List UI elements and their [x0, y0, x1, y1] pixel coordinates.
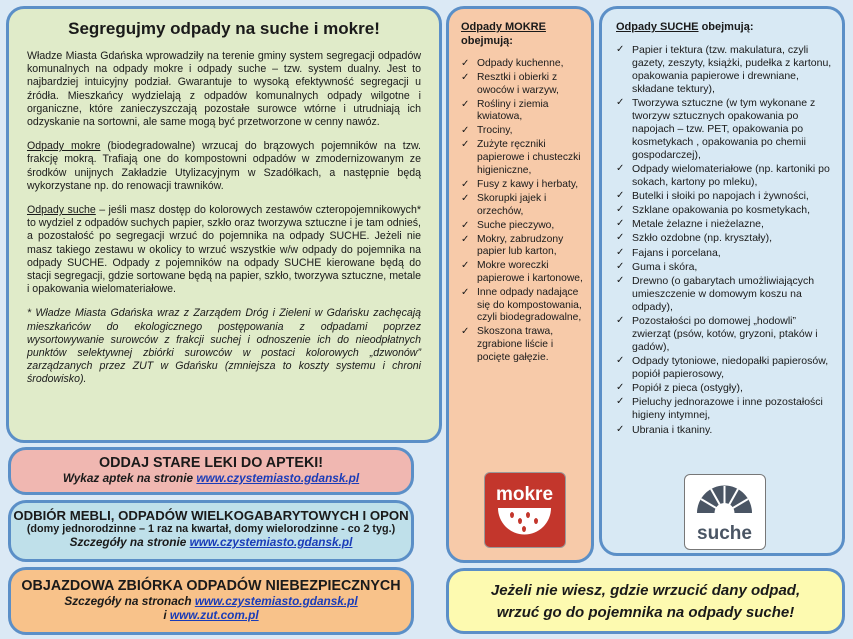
suche-bin-logo: [684, 474, 766, 550]
bulky-link[interactable]: www.czystemiasto.gdansk.pl: [189, 535, 353, 549]
hazardous-joiner: i: [163, 608, 170, 622]
wet-list-item: [461, 193, 583, 218]
check-icon: ✓: [616, 218, 625, 230]
wet-list-item: [461, 179, 583, 192]
check-icon: ✓: [616, 260, 625, 272]
wet-list-item: [461, 139, 583, 177]
wet-text: (biodegradowalne) wrzucaj do brązowych pojemników na tzw. frakcję mokrą. Trafiają one do kompostowni odpadów w zmodernizowanym ze środków unijnych Zakładzie Utylizacyjnym w Szadółkach, a następnie będą wykorzystane np. do renowacji trawników.: [27, 140, 421, 192]
wet-list-item: [461, 326, 583, 364]
dry-title: [616, 20, 834, 34]
footer-advice: [446, 568, 845, 634]
wet-list-item: [461, 72, 583, 97]
dry-item-text: Szkło ozdobne (np. kryształy),: [632, 232, 773, 245]
dry-list: [616, 44, 834, 436]
dry-item-text: Metale żelazne i nieżelazne,: [632, 218, 764, 231]
wet-item-text: Trociny,: [477, 125, 513, 137]
medicines-info: [11, 471, 411, 485]
dry-item-text: Ubrania i tkaniny.: [632, 423, 713, 436]
footer-line-2: wrzuć go do pojemnika na odpady suche!: [496, 604, 795, 621]
wet-item-text: Resztki i obierki z owoców i warzyw,: [477, 72, 559, 96]
check-icon: ✓: [616, 382, 625, 394]
bulky-waste-box: [8, 500, 414, 562]
check-icon: ✓: [461, 139, 470, 151]
dry-item-text: Odpady tytoniowe, niedopałki papierosów, popiół papierosowy,: [632, 355, 829, 381]
check-icon: ✓: [461, 125, 470, 137]
hazardous-prefix: Szczegóły na stronach: [64, 594, 195, 608]
check-icon: ✓: [616, 355, 625, 367]
dry-list-item: [616, 44, 834, 96]
dry-item-text: Tworzywa sztuczne (w tym wykonane z tworzyw sztucznych opakowania po napojach – tzw. PET, opakowania po kosmetykach , opakowania po chemii gospodarczej),: [632, 96, 816, 161]
footer-line-1: Jeżeli nie wiesz, gdzie wrzucić dany odpad,: [490, 582, 801, 599]
dry-list-item: [616, 204, 834, 217]
dry-list-item: [616, 396, 834, 422]
bulky-title: ODBIÓR MEBLI, ODPADÓW WIELKOGABARYTOWYCH I OPON: [13, 508, 409, 523]
dry-item-text: Butelki i słoiki po napojach i żywności,: [632, 189, 809, 202]
dry-item-text: Odpady wielomateriałowe (np. kartoniki po sokach, kartony po mleku),: [632, 162, 830, 188]
wet-item-text: Skoszona trawa, zgrabione liście i pocięte gałęzie.: [477, 326, 554, 363]
dry-list-item: [616, 275, 834, 314]
wet-item-text: Fusy z kawy i herbaty,: [477, 178, 579, 190]
page-title: Segregujmy odpady na suche i mokre!: [68, 19, 380, 38]
wet-list-item: [461, 260, 583, 285]
check-icon: ✓: [616, 44, 625, 55]
dry-item-text: Fajans i porcelana,: [632, 246, 721, 259]
wet-list-item: [461, 220, 583, 233]
dry-item-text: Popiół z pieca (ostygły),: [632, 382, 743, 395]
sun-icon: [685, 475, 764, 548]
check-icon: ✓: [461, 58, 470, 69]
check-icon: ✓: [461, 98, 470, 110]
dry-list-item: [616, 247, 834, 260]
check-icon: ✓: [461, 72, 470, 83]
check-icon: ✓: [461, 260, 470, 272]
wet-item-text: Zużyte ręczniki papierowe i chusteczki higieniczne,: [477, 139, 581, 176]
check-icon: ✓: [616, 189, 625, 201]
dry-list-item: [616, 218, 834, 231]
wet-title: [461, 20, 583, 48]
dry-item-text: Pieluchy jednorazowe i inne pozostałości higieny intymnej,: [632, 396, 823, 422]
check-icon: ✓: [616, 96, 625, 108]
hazardous-info-2: [11, 608, 411, 622]
wet-list-item: [461, 125, 583, 138]
dry-paragraph: [27, 204, 421, 296]
dry-title-term: Odpady SUCHE: [616, 21, 699, 33]
hazardous-link-2[interactable]: www.zut.com.pl: [169, 608, 259, 622]
check-icon: ✓: [616, 232, 625, 244]
wet-paragraph: [27, 140, 421, 193]
dry-term: Odpady suche: [27, 204, 96, 217]
medicines-prefix: Wykaz aptek na stronie: [62, 471, 197, 485]
dry-title-rest: obejmują:: [698, 21, 754, 33]
intro-paragraph: Władze Miasta Gdańska wprowadziły na terenie gminy system segregacji odpadów komunalnych na odpady mokre i odpady suche – tzw. system dualny. Jest to najbardziej intuicyjny podział. Gwarantuje to wysoką efektywność segregacji u źródła. Mieszkańcy wydzielają z odpadów komunalnych odpady wilgotne i organiczne, które zanieczyszczają pozostałe surowce wtórne i utrudniają ich odzyskanie na sortowni, ale same mogą być przetworzone w cenny nawóz.: [27, 50, 421, 129]
bulky-prefix: Szczegóły na stronie: [69, 535, 190, 549]
dry-list-item: [616, 190, 834, 203]
dry-item-text: Drewno (o gabarytach umożliwiających umieszczenie w domowym koszu na odpady),: [632, 275, 815, 313]
check-icon: ✓: [461, 326, 470, 338]
dry-list-item: [616, 232, 834, 245]
wet-item-text: Mokry, zabrudzony papier lub karton,: [477, 233, 564, 258]
wet-waste-panel: [446, 6, 594, 563]
dry-waste-panel: [599, 6, 845, 556]
wet-item-text: Rośliny i ziemia kwiatowa,: [477, 98, 549, 123]
wet-item-text: Mokre woreczki papierowe i kartonowe,: [477, 260, 583, 284]
dry-item-text: Guma i skóra,: [632, 260, 698, 273]
mokre-icon: [488, 476, 561, 543]
wet-item-text: Odpady kuchenne,: [477, 58, 564, 69]
dry-list-item: [616, 261, 834, 274]
hazardous-title: OBJAZDOWA ZBIÓRKA ODPADÓW NIEBEZPIECZNYCH: [21, 578, 401, 594]
check-icon: ✓: [616, 315, 625, 327]
hazardous-waste-box: [8, 567, 414, 635]
check-icon: ✓: [616, 162, 625, 174]
bulky-schedule: (domy jednorodzinne – 1 raz na kwartał, domy wielorodzinne - co 2 tyg.): [26, 523, 396, 535]
wet-item-text: Inne odpady nadające się do kompostowania, czyli biodegradowalne,: [477, 286, 582, 324]
wet-title-term: Odpady MOKRE: [461, 21, 546, 33]
check-icon: ✓: [461, 233, 470, 245]
wet-list: [461, 58, 583, 364]
dry-list-item: [616, 382, 834, 395]
hazardous-info: [11, 594, 411, 608]
check-icon: ✓: [461, 286, 470, 298]
suche-badge-label: suche: [697, 523, 752, 544]
wet-term: Odpady mokre: [27, 140, 101, 153]
footnote: * Władze Miasta Gdańska wraz z Zarządem Dróg i Zieleni w Gdańsku zachęcają mieszkańców do ekologicznego postępowania z odpadami poprzez wysortowywanie surowców z frakcji suchej i odnoszenie ich do nieodpłatnych punktów selektywnej zbiórki surowców w postaci kolorowych „dzwonów” zarządzanych przez ZUT w Gdańsku (zmniejsza to koszty systemu i chroni środowisko).: [27, 307, 421, 386]
wet-list-item: [461, 99, 583, 124]
medicines-title: ODDAJ STARE LEKI DO APTEKI!: [99, 455, 323, 471]
dry-text: – jeśli masz dostęp do kolorowych zestawów czteropojemnikowych* to wydziel z odpadów suchych papier, szkło oraz tworzywa sztuczne i je tam odnieś, a pozostałość po segregacji wrzuć do pojemnika na odpady SUCHE. Jeżeli nie masz takiego zestawu w okolicy to wrzuć wszystkie w/w odpady do pojemnika na odpady SUCHE. Odpady z pojemników na odpady SUCHE kierowane będą do stacji segregacji, gdzie sortowane będą na papier, szkło, tworzywa sztuczne, metale i opakowania wielomateriałowe.: [27, 204, 421, 296]
wet-list-item: [461, 234, 583, 259]
dry-list-item: [616, 355, 834, 381]
bulky-info: [11, 535, 411, 549]
wet-title-rest: obejmują:: [461, 35, 513, 47]
wet-list-item: [461, 287, 583, 325]
dry-item-text: Pozostałości po domowej „hodowli” zwierząt (psów, kotów, gryzoni, ptaków i gadów),: [632, 315, 818, 353]
wet-item-text: Suche pieczywo,: [477, 219, 555, 231]
check-icon: ✓: [461, 192, 470, 204]
check-icon: ✓: [461, 219, 470, 231]
check-icon: ✓: [616, 204, 625, 216]
dry-item-text: Papier i tektura (tzw. makulatura, czyli gazety, zeszyty, książki, pudełka z kartonu, opakowania papierowe i drewniane, składane tektury),: [632, 44, 832, 95]
check-icon: ✓: [616, 423, 625, 435]
hazardous-link-1[interactable]: www.czystemiasto.gdansk.pl: [194, 594, 358, 608]
dry-list-item: [616, 163, 834, 189]
check-icon: ✓: [461, 178, 470, 190]
dry-item-text: Szklane opakowania po kosmetykach,: [632, 204, 811, 217]
check-icon: ✓: [616, 275, 625, 287]
dry-list-item: [616, 315, 834, 354]
dry-list-item: [616, 424, 834, 437]
mokre-bin-logo: [484, 472, 566, 548]
wet-item-text: Skorupki jajek i orzechów,: [477, 192, 547, 217]
mokre-badge-label: mokre: [495, 484, 554, 505]
dry-list-item: [616, 97, 834, 162]
check-icon: ✓: [616, 246, 625, 258]
medicines-link[interactable]: www.czystemiasto.gdansk.pl: [196, 471, 360, 485]
wet-list-item: [461, 58, 583, 71]
check-icon: ✓: [616, 396, 625, 408]
medicines-box: [8, 447, 414, 495]
main-info-panel: [6, 6, 442, 443]
